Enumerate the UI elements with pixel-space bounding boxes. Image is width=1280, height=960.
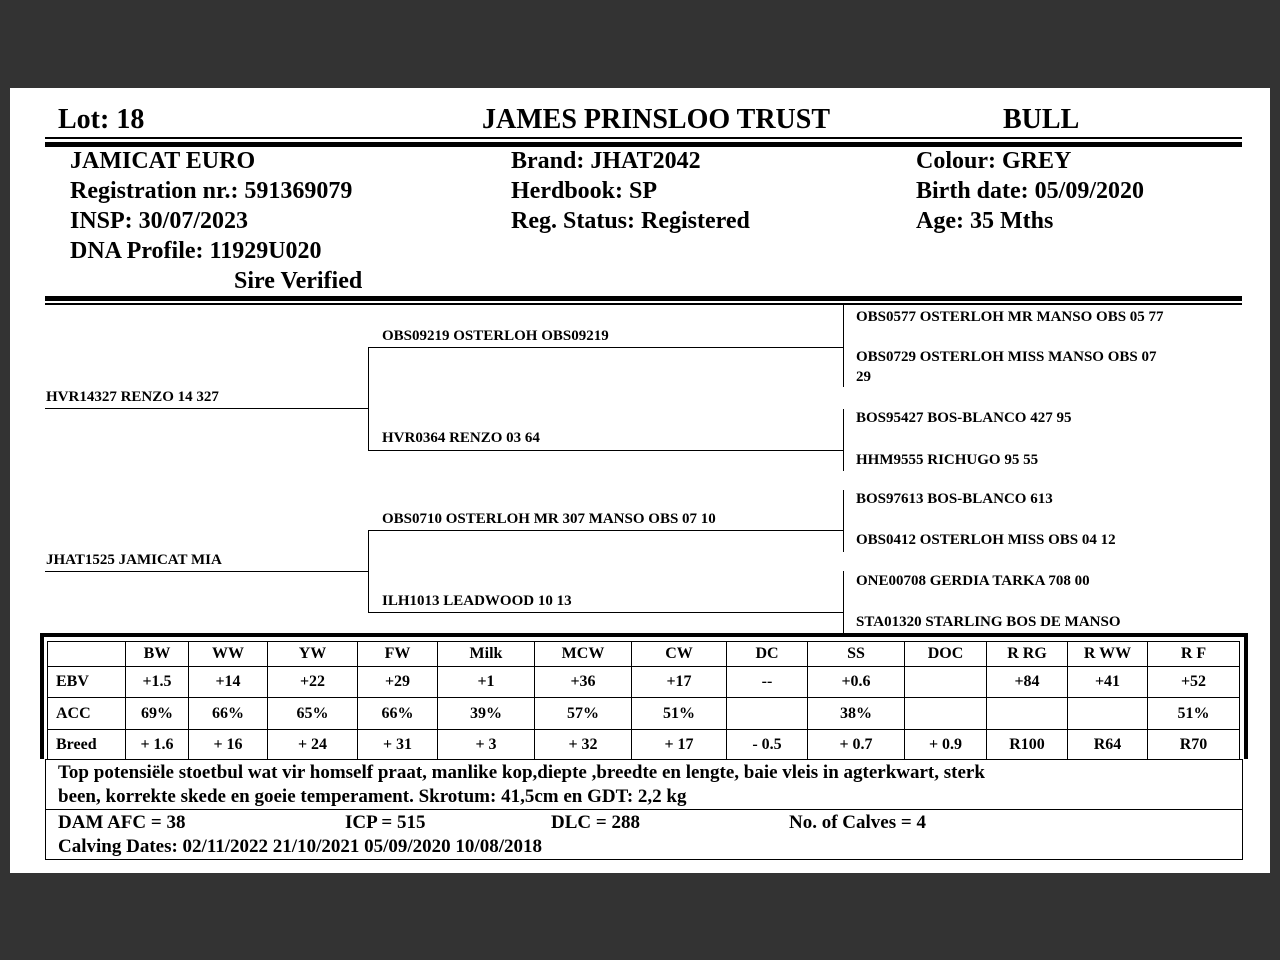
ebv-cell: 51% — [632, 698, 727, 730]
notes-line-1: Top potensiële stoetbul wat vir homself praat, manlike kop,diepte ,breedte en lengte, baie vleis in agterkwart, sterk — [58, 762, 985, 783]
dam-afc: DAM AFC = 38 — [58, 812, 186, 833]
ebv-cell: + 31 — [358, 730, 438, 760]
ebv-cell: R70 — [1148, 730, 1240, 760]
ebv-cell: 57% — [535, 698, 632, 730]
sire-verified: Sire Verified — [234, 268, 363, 294]
ebv-cell: +0.6 — [808, 667, 905, 698]
ebv-cell: +84 — [987, 667, 1068, 698]
registration-number: Registration nr.: 591369079 — [70, 178, 353, 204]
lot-number: Lot: 18 — [58, 104, 145, 135]
ebv-col-header: R WW — [1068, 642, 1148, 667]
ebv-cell: R64 — [1068, 730, 1148, 760]
ebv-cell: +17 — [632, 667, 727, 698]
pedigree-ggp: BOS95427 BOS-BLANCO 427 95 — [856, 410, 1072, 426]
dam-bracket — [368, 530, 369, 612]
sire-sire-line — [368, 347, 843, 348]
ebv-cell: + 3 — [438, 730, 535, 760]
sire-line — [45, 408, 368, 409]
notes-divider — [45, 809, 1243, 810]
dam-dam-line — [368, 612, 843, 613]
pedigree-ggp: ONE00708 GERDIA TARKA 708 00 — [856, 573, 1090, 589]
ebv-cell: + 0.9 — [905, 730, 987, 760]
ebv-cell — [905, 667, 987, 698]
ebv-cell: R100 — [987, 730, 1068, 760]
ebv-col-header — [48, 642, 126, 667]
pedigree-ggp: HHM9555 RICHUGO 95 55 — [856, 452, 1039, 468]
notes-line-2: been, korrekte skede en goeie temperament. Skrotum: 41,5cm en GDT: 2,2 kg — [58, 786, 687, 807]
ebv-right-rule — [1244, 633, 1248, 759]
pedigree-dam: JHAT1525 JAMICAT MIA — [46, 552, 222, 568]
ebv-col-header: SS — [808, 642, 905, 667]
ebv-row-label: Breed — [48, 730, 126, 760]
ebv-cell: 38% — [808, 698, 905, 730]
details-rule-thick — [45, 296, 1242, 301]
ebv-row-label: ACC — [48, 698, 126, 730]
ebv-cell: +29 — [358, 667, 438, 698]
pedigree-dam-sire: OBS0710 OSTERLOH MR 307 MANSO OBS 07 10 — [382, 511, 716, 527]
herdbook: Herdbook: SP — [511, 178, 658, 204]
seller-name: JAMES PRINSLOO TRUST — [482, 104, 831, 135]
ebv-col-header: YW — [268, 642, 358, 667]
ebv-cell: 65% — [268, 698, 358, 730]
ebv-cell: +14 — [189, 667, 268, 698]
dam-calves: No. of Calves = 4 — [789, 812, 926, 833]
header-rule-thick — [45, 142, 1242, 147]
brand: Brand: JHAT2042 — [511, 148, 701, 174]
ebv-cell: +1 — [438, 667, 535, 698]
ebv-header-row — [48, 642, 1240, 667]
ebv-cell — [987, 698, 1068, 730]
dam-line — [45, 571, 368, 572]
ebv-cell: 39% — [438, 698, 535, 730]
sire-dam-line — [368, 450, 843, 451]
ebv-cell: +36 — [535, 667, 632, 698]
ebv-col-header: R F — [1148, 642, 1240, 667]
ebv-row-ebv — [48, 667, 1240, 698]
ebv-top-rule — [40, 633, 1248, 637]
ebv-cell: + 24 — [268, 730, 358, 760]
pedigree-ggp: BOS97613 BOS-BLANCO 613 — [856, 491, 1053, 507]
ggp-bracket-1 — [843, 305, 844, 387]
ebv-cell: +41 — [1068, 667, 1148, 698]
pedigree-ggp: 29 — [856, 369, 871, 385]
ebv-cell — [727, 698, 808, 730]
ebv-cell: + 17 — [632, 730, 727, 760]
sire-bracket — [368, 347, 369, 450]
details-rule-thin — [45, 303, 1242, 305]
ebv-col-header: BW — [126, 642, 189, 667]
pedigree-ggp: STA01320 STARLING BOS DE MANSO — [856, 614, 1121, 630]
pedigree-dam-dam: ILH1013 LEADWOOD 10 13 — [382, 593, 572, 609]
dam-sire-line — [368, 530, 843, 531]
calving-dates: Calving Dates: 02/11/2022 21/10/2021 05/09/2020 10/08/2018 — [58, 836, 542, 857]
ebv-col-header: WW — [189, 642, 268, 667]
ebv-col-header: Milk — [438, 642, 535, 667]
ebv-cell: - 0.5 — [727, 730, 808, 760]
pedigree-sire: HVR14327 RENZO 14 327 — [46, 389, 219, 405]
ebv-row-label: EBV — [48, 667, 126, 698]
ebv-col-header: FW — [358, 642, 438, 667]
ebv-row-acc — [48, 698, 1240, 730]
ebv-cell: 66% — [358, 698, 438, 730]
ebv-cell: 51% — [1148, 698, 1240, 730]
dam-icp: ICP = 515 — [345, 812, 426, 833]
ggp-bracket-3 — [843, 490, 844, 552]
ebv-cell — [905, 698, 987, 730]
ebv-cell: 66% — [189, 698, 268, 730]
ebv-cell: +22 — [268, 667, 358, 698]
inspection-date: INSP: 30/07/2023 — [70, 208, 249, 234]
ebv-col-header: DOC — [905, 642, 987, 667]
ebv-cell: + 16 — [189, 730, 268, 760]
ggp-bracket-2 — [843, 409, 844, 471]
ebv-col-header: MCW — [535, 642, 632, 667]
ggp-bracket-4 — [843, 571, 844, 633]
dam-dlc: DLC = 288 — [551, 812, 640, 833]
ebv-left-rule — [40, 633, 44, 759]
reg-status: Reg. Status: Registered — [511, 208, 750, 234]
ebv-row-breed — [48, 730, 1240, 760]
ebv-cell: + 32 — [535, 730, 632, 760]
ebv-col-header: R RG — [987, 642, 1068, 667]
ebv-cell — [1068, 698, 1148, 730]
header-rule-thin — [45, 137, 1242, 139]
ebv-cell: 69% — [126, 698, 189, 730]
ebv-col-header: DC — [727, 642, 808, 667]
animal-name: JAMICAT EURO — [70, 148, 256, 174]
ebv-col-header: CW — [632, 642, 727, 667]
ebv-cell: + 0.7 — [808, 730, 905, 760]
colour: Colour: GREY — [916, 148, 1072, 174]
animal-sex: BULL — [1003, 104, 1080, 135]
pedigree-ggp: OBS0577 OSTERLOH MR MANSO OBS 05 77 — [856, 309, 1164, 325]
birth-date: Birth date: 05/09/2020 — [916, 178, 1144, 204]
pedigree-ggp: OBS0729 OSTERLOH MISS MANSO OBS 07 — [856, 349, 1157, 365]
ebv-cell: + 1.6 — [126, 730, 189, 760]
ebv-cell: -- — [727, 667, 808, 698]
ebv-cell: +52 — [1148, 667, 1240, 698]
pedigree-sire-dam: HVR0364 RENZO 03 64 — [382, 430, 540, 446]
ebv-table — [47, 641, 1240, 760]
pedigree-sire-sire: OBS09219 OSTERLOH OBS09219 — [382, 328, 609, 344]
dna-profile: DNA Profile: 11929U020 — [70, 238, 322, 264]
ebv-cell: +1.5 — [126, 667, 189, 698]
age: Age: 35 Mths — [916, 208, 1054, 234]
pedigree-ggp: OBS0412 OSTERLOH MISS OBS 04 12 — [856, 532, 1116, 548]
